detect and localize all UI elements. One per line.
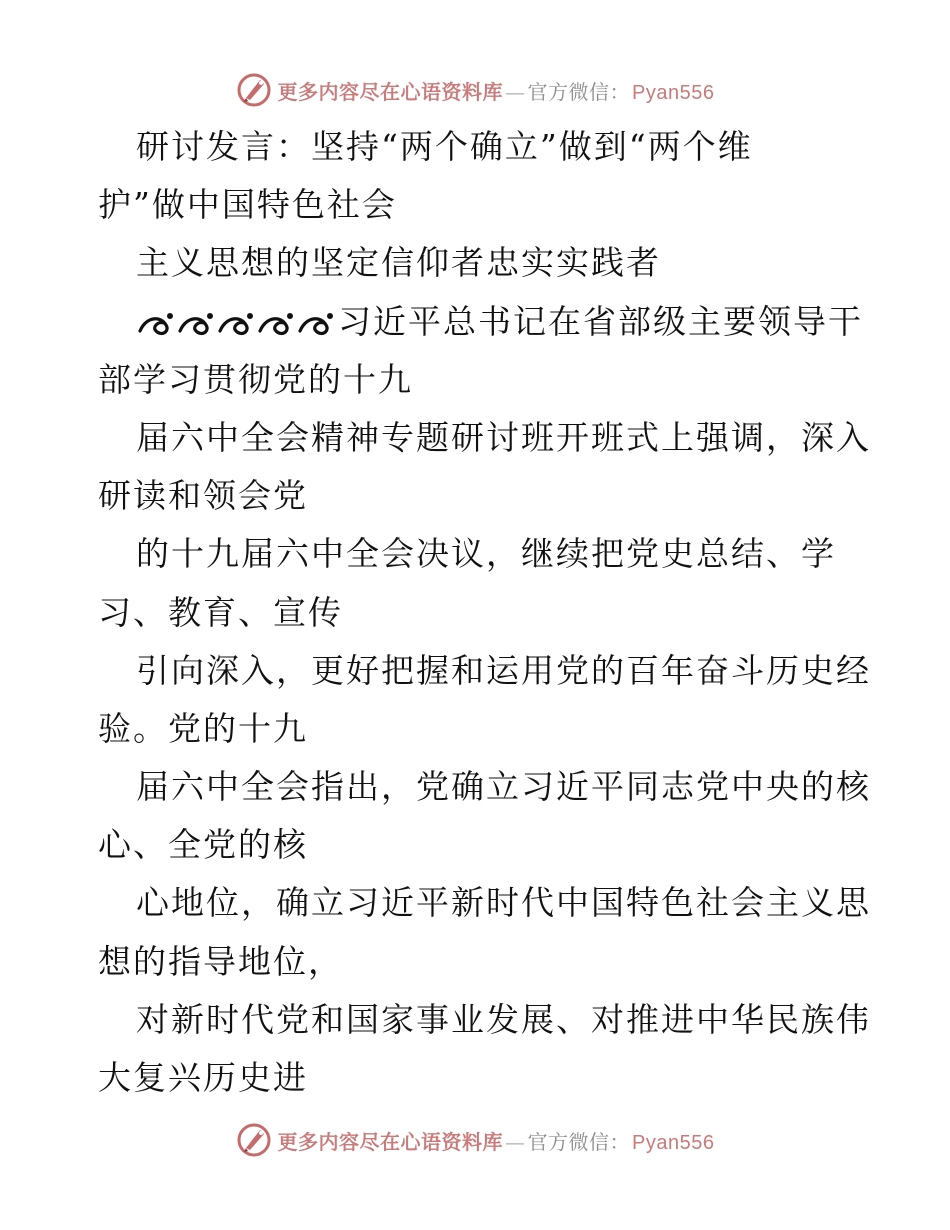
footer-wechat-id: Pyan556 [632,1131,715,1154]
header-wechat-label: 官方微信： [527,79,631,104]
ornament-flourish-icon [136,307,336,341]
pen-logo-icon [236,72,272,108]
footer-text [278,1126,715,1155]
header-wechat-id: Pyan556 [632,81,715,104]
doc-line-6: 届六中全会精神专题研讨班开班式上强调，深入 [136,417,871,457]
header-separator: — [505,79,526,104]
footer-separator: — [505,1129,526,1154]
header-text [278,76,715,105]
doc-line-3: 主义思想的坚定信仰者忠实实践者 [136,243,661,283]
footer-banner [0,1120,950,1160]
header-banner [0,70,950,110]
doc-line-10: 引向深入，更好把握和运用党的百年奋斗历史经 [136,650,871,690]
doc-line-4-wrapper [98,293,863,351]
document-body [98,118,871,1107]
pen-logo-icon [236,1122,272,1158]
doc-line-5: 部学习贯彻党的十九 [98,359,413,399]
doc-line-1: 研讨发言：坚持“两个确立”做到“两个维 [136,127,753,166]
doc-line-2: 护”做中国特色社会 [98,185,397,225]
doc-line-4: 习近平总书记在省部级主要领导干 [338,301,863,341]
doc-line-9: 习、教育、宣传 [98,592,343,632]
doc-line-13: 心、全党的核 [98,825,308,865]
doc-line-17: 大复兴历史进 [98,1058,308,1097]
footer-wechat-label: 官方微信： [527,1129,631,1154]
doc-line-15: 想的指导地位， [98,941,343,981]
footer-title: 更多内容尽在心语资料库 [277,1129,504,1154]
header-title: 更多内容尽在心语资料库 [277,79,504,104]
doc-line-7: 研读和领会党 [98,476,308,516]
doc-line-8: 的十九届六中全会决议，继续把党史总结、学 [136,534,836,574]
doc-line-16: 对新时代党和国家事业发展、对推进中华民族伟 [136,999,871,1039]
doc-line-11: 验。党的十九 [98,708,308,748]
doc-line-12: 届六中全会指出，党确立习近平同志党中央的核 [136,767,871,807]
doc-line-14: 心地位，确立习近平新时代中国特色社会主义思 [136,883,871,923]
